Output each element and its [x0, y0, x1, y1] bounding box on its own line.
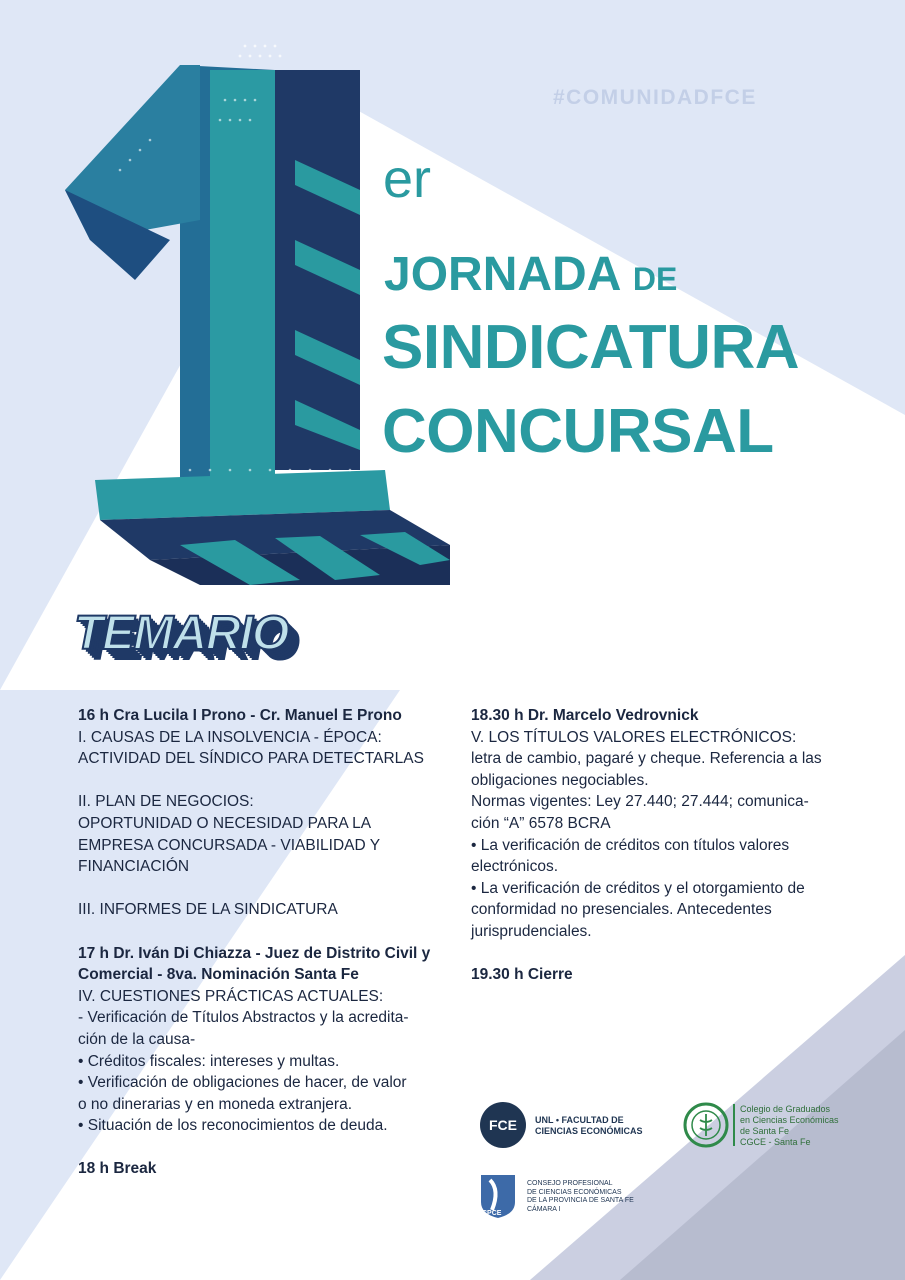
speaker-line: 18.30 h Dr. Marcelo Vedrovnick: [471, 707, 699, 724]
cpce-text-line: CONSEJO PROFESIONAL: [527, 1180, 613, 1187]
temario-heading: TEMARIO: [74, 607, 289, 660]
text-line: obligaciones negociables.: [471, 771, 649, 789]
title-jornada: [384, 247, 677, 302]
unl-text-line: CIENCIAS ECONÓMICAS: [535, 1126, 643, 1136]
speaker-line: Comercial - 8va. Nominación Santa Fe: [78, 966, 359, 984]
speaker-line: 17 h Dr. Iván Di Chiazza - Juez de Distrito Civil y: [78, 944, 431, 962]
hashtag: #COMUNIDADFCE: [553, 86, 757, 109]
colegio-seal-icon: [683, 1102, 729, 1148]
cpce-logo-text: [527, 1180, 634, 1214]
topic-line: II. PLAN DE NEGOCIOS:: [78, 793, 254, 811]
text-line: ción “A” 6578 BCRA: [471, 814, 611, 832]
colegio-divider: [733, 1104, 735, 1146]
title-jornada-word: JORNADA: [384, 248, 620, 301]
fce-logo: FCE: [480, 1102, 526, 1148]
break-line: 18 h Break: [78, 1160, 157, 1178]
cpce-text-line: CÁMARA I: [527, 1205, 561, 1213]
list-item: conformidad no presenciales. Antecedentes: [471, 901, 772, 919]
title-ordinal: er: [383, 149, 432, 209]
topic-line: I. CAUSAS DE LA INSOLVENCIA - ÉPOCA:: [78, 728, 382, 746]
list-item: • La verificación de créditos con títulos valores: [471, 836, 790, 854]
list-item: • La verificación de créditos y el otorgamiento de: [471, 879, 805, 897]
topic-line: EMPRESA CONCURSADA - VIABILIDAD Y: [78, 836, 381, 854]
topic-line: V. LOS TÍTULOS VALORES ELECTRÓNICOS:: [471, 728, 797, 746]
text-line: Normas vigentes: Ley 27.440; 27.444; comunica-: [471, 793, 809, 811]
speaker-line: 16 h Cra Lucila I Prono - Cr. Manuel E Prono: [78, 707, 402, 724]
title-sindicatura: SINDICATURA: [382, 313, 799, 382]
cpce-text-line: DE LA PROVINCIA DE SANTA FE: [527, 1197, 634, 1204]
topic-line: IV. CUESTIONES PRÁCTICAS ACTUALES:: [78, 987, 384, 1005]
topic-line: FINANCIACIÓN: [78, 858, 190, 876]
colegio-text-line: en Ciencias Económicas: [740, 1115, 839, 1125]
colegio-text-line: Colegio de Graduados: [740, 1104, 831, 1114]
cpce-badge: CPCE: [482, 1210, 502, 1217]
title-concursal: CONCURSAL: [382, 397, 774, 466]
unl-logo-text: [535, 1115, 643, 1137]
list-item: - Verificación de Títulos Abstractos y la acredita-: [78, 1009, 409, 1027]
topic-line: ACTIVIDAD DEL SÍNDICO PARA DETECTARLAS: [78, 750, 424, 768]
list-item: • Situación de los reconocimientos de deuda.: [78, 1117, 388, 1135]
topic-line: OPORTUNIDAD O NECESIDAD PARA LA: [78, 814, 372, 832]
closing-line: 19.30 h Cierre: [471, 966, 573, 984]
colegio-logo-text: [740, 1104, 839, 1148]
text-line: letra de cambio, pagaré y cheque. Referencia a las: [471, 750, 822, 768]
list-item: • Verificación de obligaciones de hacer, de valor: [78, 1074, 407, 1092]
list-item: ción de la causa-: [78, 1030, 196, 1048]
agenda-left-column: [78, 705, 450, 1180]
list-item: o no dinerarias y en moneda extranjera.: [78, 1095, 352, 1113]
topic-line: III. INFORMES DE LA SINDICATURA: [78, 901, 338, 919]
cpce-text-line: DE CIENCIAS ECONÓMICAS: [527, 1188, 622, 1196]
title-de: DE: [632, 261, 678, 297]
colegio-text-line: CGCE - Santa Fe: [740, 1137, 811, 1147]
list-item: jurisprudenciales.: [471, 922, 592, 940]
colegio-text-line: de Santa Fe: [740, 1126, 790, 1136]
unl-text-line: UNL • FACULTAD DE: [535, 1115, 624, 1125]
agenda-right-column: [471, 705, 843, 986]
list-item: electrónicos.: [471, 858, 559, 876]
list-item: • Créditos fiscales: intereses y multas.: [78, 1052, 340, 1070]
